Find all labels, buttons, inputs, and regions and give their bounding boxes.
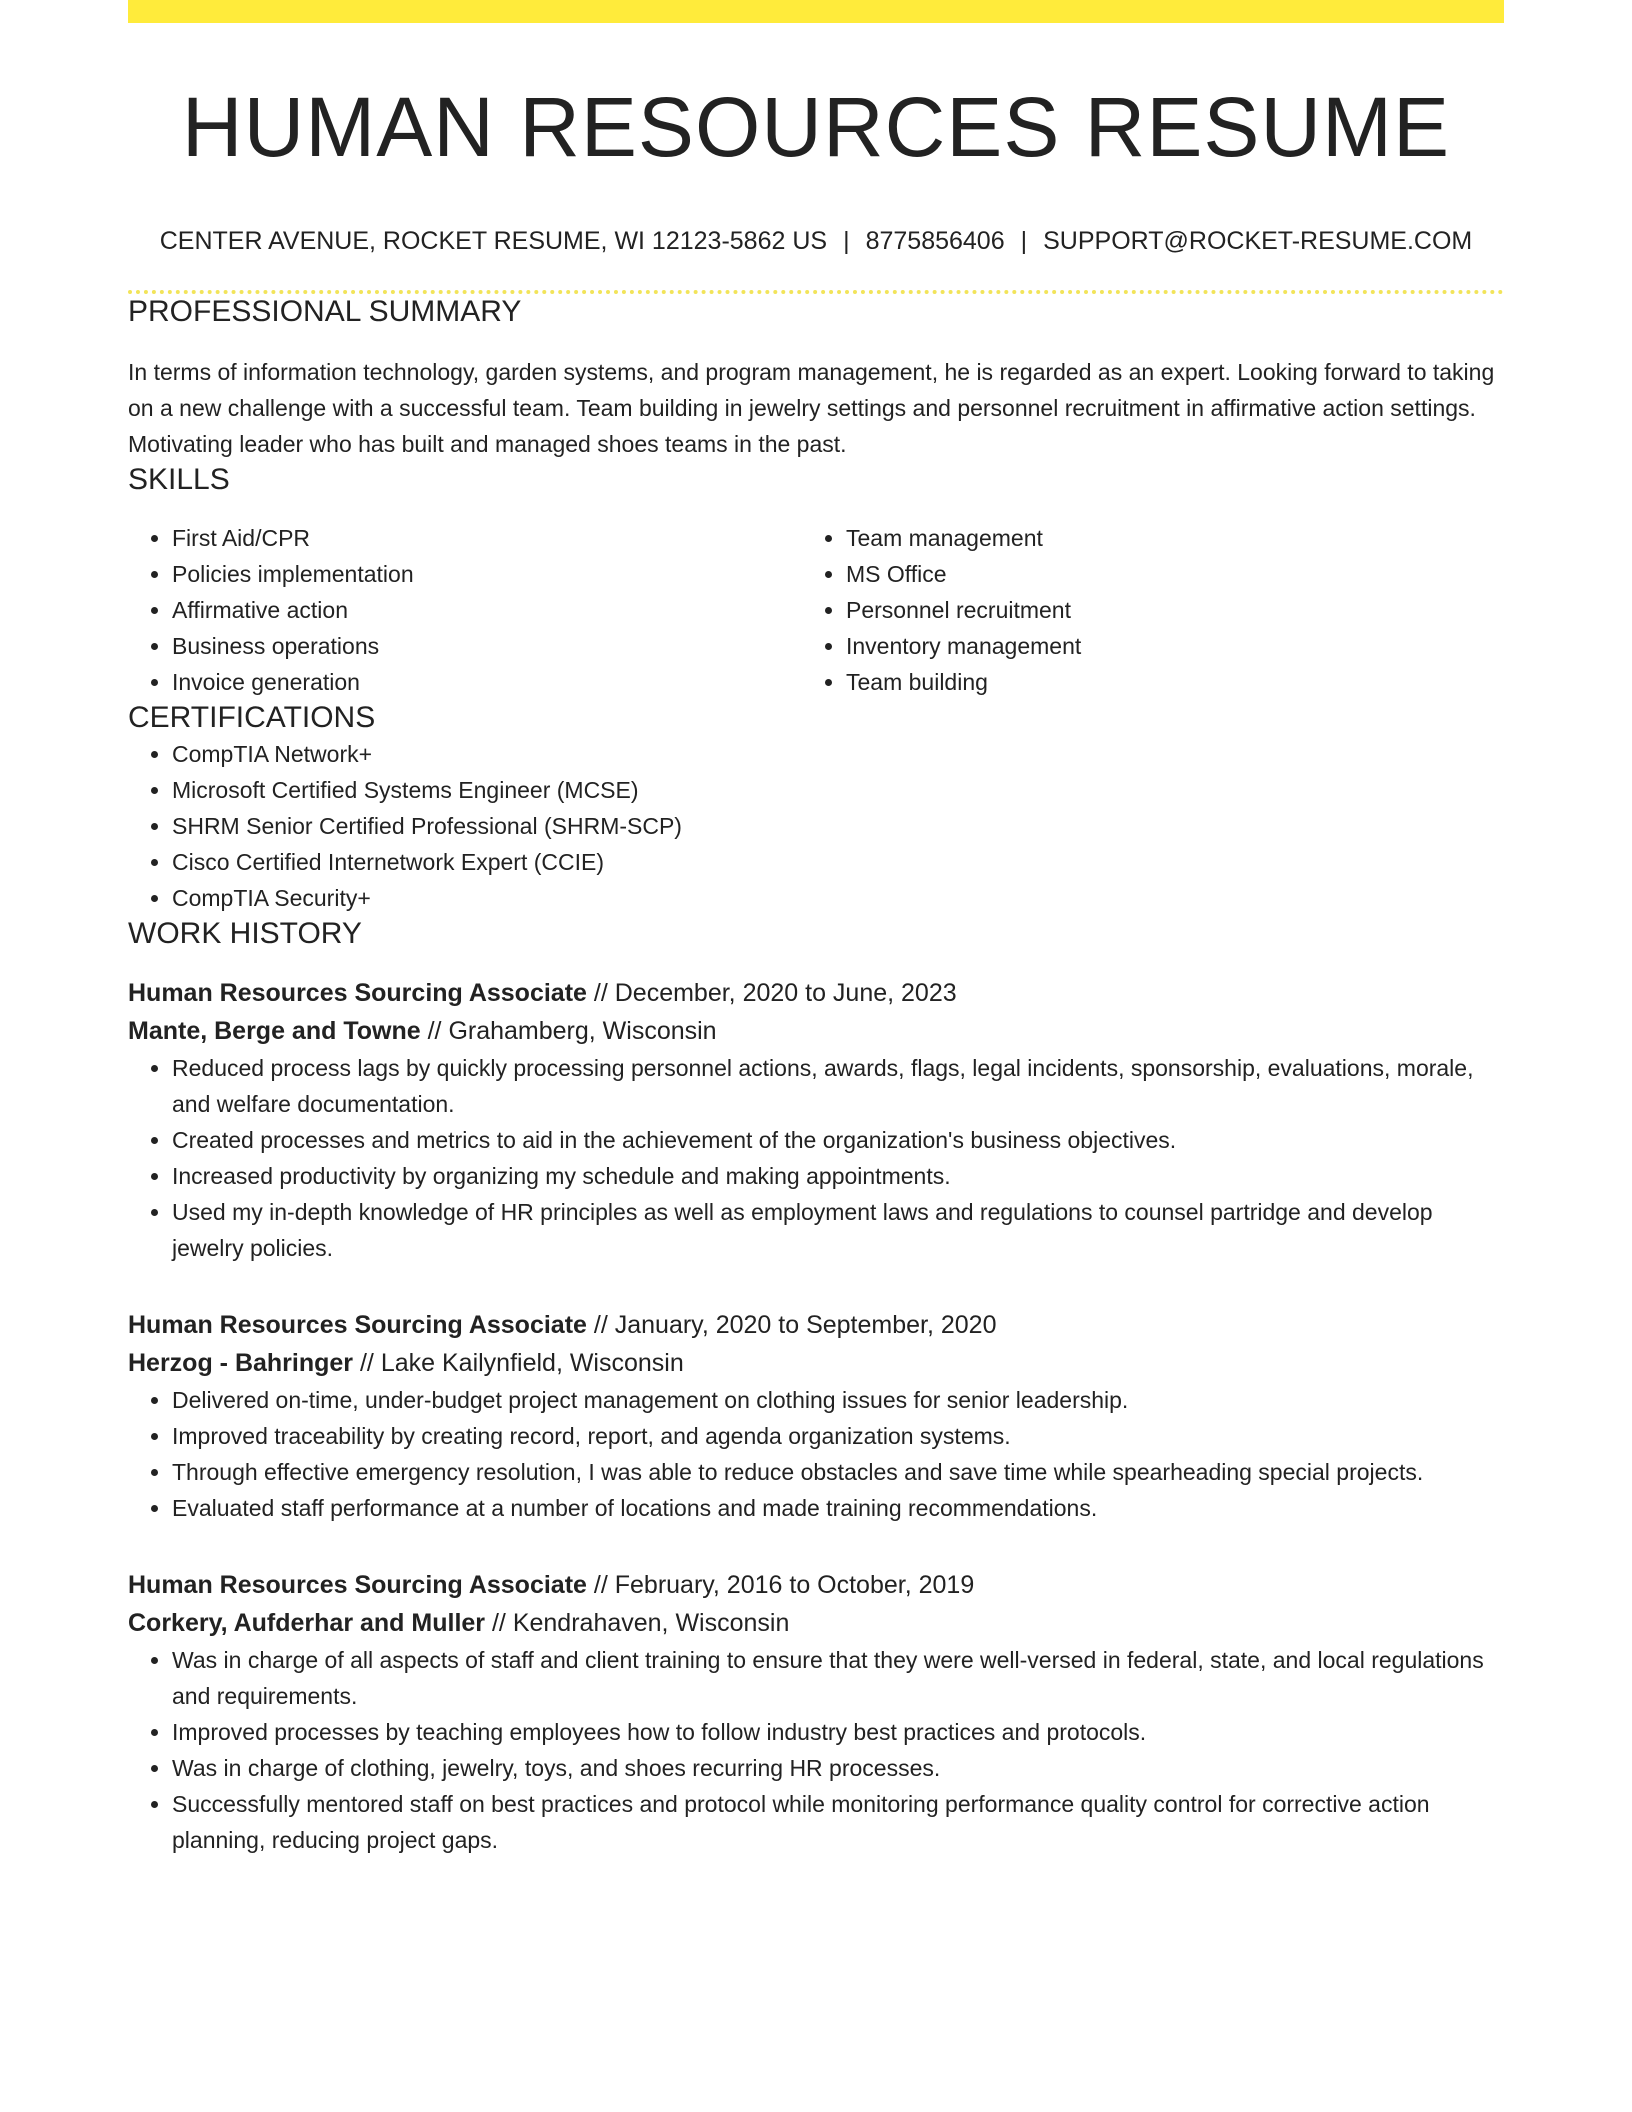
job-company-line xyxy=(128,1344,1504,1382)
job-bullet: • Increased productivity by organizing my schedule and making appointments. xyxy=(172,1158,1504,1194)
job-entry xyxy=(128,974,1504,1266)
job-bullets xyxy=(128,1050,1504,1266)
skill-item: • Personnel recruitment xyxy=(846,592,1504,628)
job-dates: February, 2016 to October, 2019 xyxy=(614,1571,975,1600)
job-role: Human Resources Sourcing Associate xyxy=(128,1311,587,1340)
job-company-line xyxy=(128,1012,1504,1050)
job-bullets xyxy=(128,1382,1504,1526)
job-bullet: • Delivered on-time, under-budget project management on clothing issues for senior leadership. xyxy=(172,1382,1504,1418)
certification-item: • Cisco Certified Internetwork Expert (CCIE) xyxy=(172,844,1504,880)
job-location: Lake Kailynfield, Wisconsin xyxy=(380,1349,684,1378)
job-bullet: • Was in charge of clothing, jewelry, toys, and shoes recurring HR processes. xyxy=(172,1750,1504,1786)
skills-column-right xyxy=(816,520,1504,700)
job-bullet: • Successfully mentored staff on best practices and protocol while monitoring performance quality control for corrective action planning, reducing project gaps. xyxy=(172,1786,1504,1858)
job-delimiter: // xyxy=(420,1017,449,1046)
resume-page xyxy=(128,0,1504,1858)
job-bullet: • Evaluated staff performance at a number of locations and made training recommendations. xyxy=(172,1490,1504,1526)
job-bullet: • Used my in-depth knowledge of HR principles as well as employment laws and regulations to counsel partridge and develop jewelry policies. xyxy=(172,1194,1504,1266)
skill-item: • Inventory management xyxy=(846,628,1504,664)
job-role-line xyxy=(128,1566,1504,1604)
contact-separator: | xyxy=(1020,227,1028,256)
job-company-line xyxy=(128,1604,1504,1642)
job-company: Mante, Berge and Towne xyxy=(128,1017,421,1046)
skill-item: • Policies implementation xyxy=(172,556,816,592)
skill-item: • Team management xyxy=(846,520,1504,556)
contact-separator: | xyxy=(843,227,850,256)
skill-item: • MS Office xyxy=(846,556,1504,592)
job-entry xyxy=(128,1306,1504,1526)
job-bullet: • Improved traceability by creating record, report, and agenda organization systems. xyxy=(172,1418,1504,1454)
contact-phone: 8775856406 xyxy=(865,227,1005,256)
summary-text: In terms of information technology, garden systems, and program management, he is regarded as an expert. Looking forward to taking on a new challenge with a successful team. Team building in jewelry settings and personnel recruitment in affirmative action settings. Motivating leader who has built and managed shoes teams in the past. xyxy=(128,359,1495,458)
work-history-heading: WORK HISTORY xyxy=(128,917,362,951)
skills-heading: SKILLS xyxy=(128,463,230,497)
job-dates: December, 2020 to June, 2023 xyxy=(614,979,957,1008)
job-delimiter: // xyxy=(586,1571,615,1600)
skill-item: • First Aid/CPR xyxy=(172,520,816,556)
accent-bar xyxy=(128,0,1504,23)
contact-address: CENTER AVENUE, ROCKET RESUME, WI 12123-5862 US xyxy=(159,227,828,256)
certifications-list xyxy=(128,736,1504,916)
job-role: Human Resources Sourcing Associate xyxy=(128,1571,587,1600)
job-bullet: • Was in charge of all aspects of staff and client training to ensure that they were well-versed in federal, state, and local regulations and requirements. xyxy=(172,1642,1504,1714)
skills-column-left xyxy=(128,520,816,700)
job-role-line xyxy=(128,974,1504,1012)
contact-line xyxy=(128,227,1504,256)
job-delimiter: // xyxy=(586,1311,615,1340)
skills-grid xyxy=(128,520,1504,700)
certification-item: • CompTIA Security+ xyxy=(172,880,1504,916)
job-role-line xyxy=(128,1306,1504,1344)
job-delimiter: // xyxy=(586,979,615,1008)
job-entry xyxy=(128,1566,1504,1858)
skill-item: • Affirmative action xyxy=(172,592,816,628)
certification-item: • Microsoft Certified Systems Engineer (MCSE) xyxy=(172,772,1504,808)
skill-item: • Invoice generation xyxy=(172,664,816,700)
certifications-heading: CERTIFICATIONS xyxy=(128,701,376,735)
skills-list-right xyxy=(816,520,1504,700)
job-company: Corkery, Aufderhar and Muller xyxy=(128,1609,486,1638)
job-dates: January, 2020 to September, 2020 xyxy=(614,1311,997,1340)
job-location: Kendrahaven, Wisconsin xyxy=(512,1609,790,1638)
job-bullets xyxy=(128,1642,1504,1858)
certification-item: • SHRM Senior Certified Professional (SHRM-SCP) xyxy=(172,808,1504,844)
job-bullet: • Created processes and metrics to aid in the achievement of the organization's business objectives. xyxy=(172,1122,1504,1158)
contact-email: SUPPORT@ROCKET-RESUME.COM xyxy=(1043,227,1473,256)
job-role: Human Resources Sourcing Associate xyxy=(128,979,587,1008)
summary-heading: PROFESSIONAL SUMMARY xyxy=(128,295,522,329)
certification-item: • CompTIA Network+ xyxy=(172,736,1504,772)
job-company: Herzog - Bahringer xyxy=(128,1349,354,1378)
skills-list-left xyxy=(128,520,816,700)
skill-item: • Business operations xyxy=(172,628,816,664)
resume-title: HUMAN RESOURCES RESUME xyxy=(181,80,1451,174)
skill-item: • Team building xyxy=(846,664,1504,700)
job-bullet: • Through effective emergency resolution, I was able to reduce obstacles and save time while spearheading special projects. xyxy=(172,1454,1504,1490)
job-location: Grahamberg, Wisconsin xyxy=(448,1017,717,1046)
job-bullet: • Improved processes by teaching employees how to follow industry best practices and protocols. xyxy=(172,1714,1504,1750)
job-delimiter: // xyxy=(485,1609,513,1638)
job-bullet: • Reduced process lags by quickly processing personnel actions, awards, flags, legal incidents, sponsorship, evaluations, morale, and welfare documentation. xyxy=(172,1050,1504,1122)
job-delimiter: // xyxy=(353,1349,381,1378)
